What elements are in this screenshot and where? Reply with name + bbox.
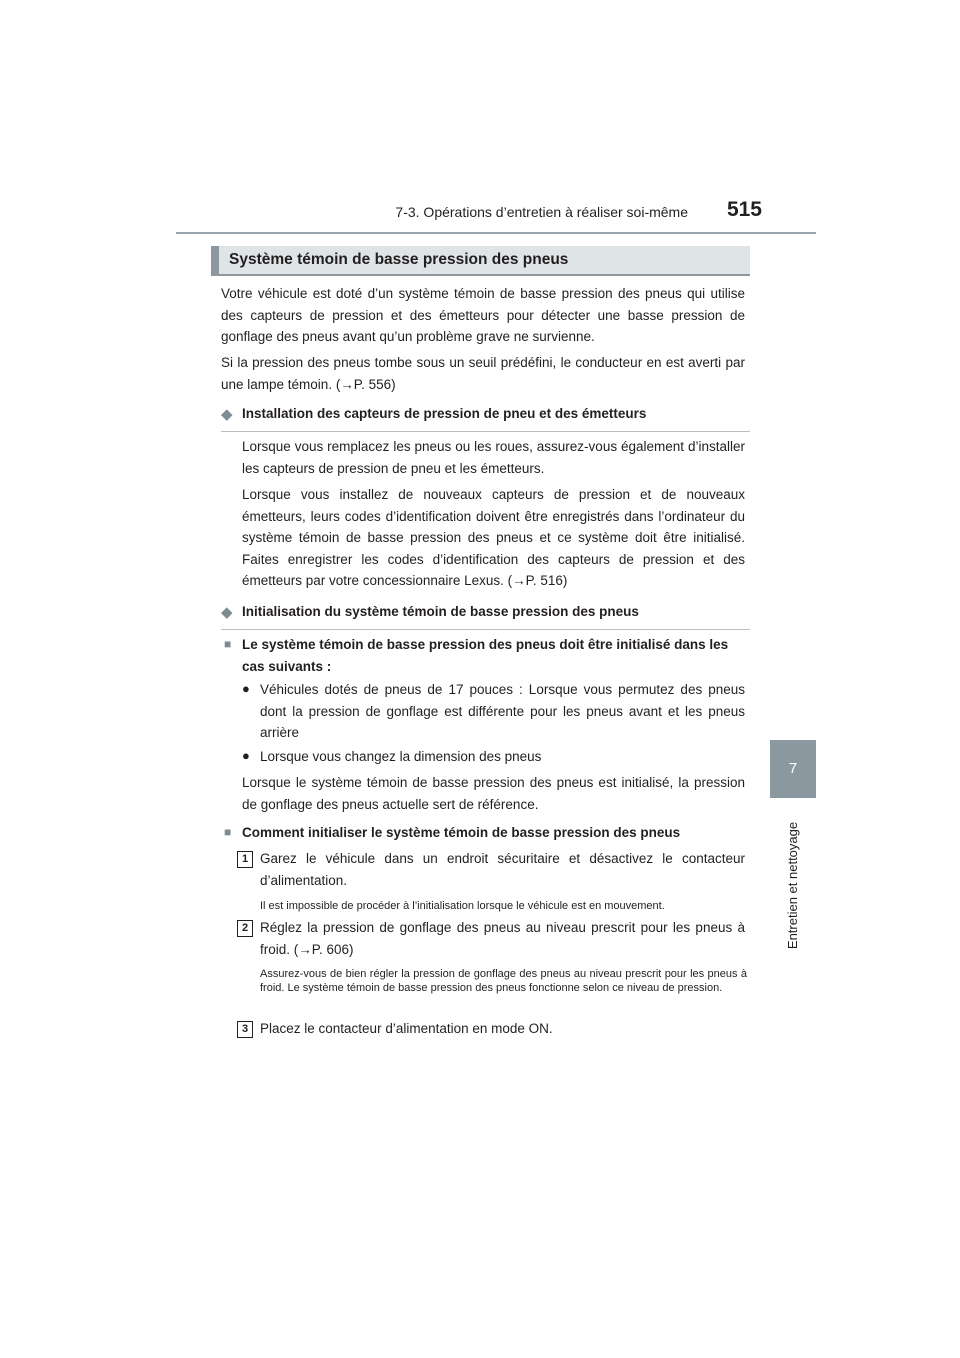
init-when-title: Le système témoin de basse pression des pneus doit être initialisé dans les cas suivants : (242, 637, 729, 674)
step-1-number: 1 (237, 851, 253, 868)
step-3-text: Placez le contacteur d’alimentation en mode ON. (260, 1021, 553, 1036)
init-bullet-1: Véhicules dotés de pneus de 17 pouces : Lorsque vous permutez des pneus dont la pression de gonflage est différente pour les pneus avant et les pneus arrière (260, 682, 745, 740)
diamond-icon: ◆ (221, 604, 233, 621)
section-title: Système témoin de basse pression des pneus (229, 251, 569, 268)
install-paragraph-2: Lorsque vous installez de nouveaux capteurs de pression et de nouveaux émetteurs, leurs codes d’identification doivent être enregistrés dans l’ordinateur du système témoin de basse pression des pneus et ce système doit être initialisé. Faites enregistrer les codes d’identification des capteurs de pression et des émetteurs par votre concessionnaire Lexus. (→P. 516) (242, 487, 745, 588)
step-2-number: 2 (237, 920, 253, 937)
install-paragraph-1: Lorsque vous remplacez les pneus ou les roues, assurez-vous également d’installer les capteurs de pression de pneu et les émetteurs. (242, 439, 745, 476)
diamond-icon: ◆ (221, 406, 233, 423)
step-1-note: Il est impossible de procéder à l’initialisation lorsque le véhicule est en mouvement. (260, 900, 665, 912)
square-bullet-icon: ■ (224, 825, 232, 839)
section-underline (211, 274, 750, 276)
sub-header-init-title: Initialisation du système témoin de basse pression des pneus (242, 604, 639, 619)
init-how-title: Comment initialiser le système témoin de basse pression des pneus (242, 825, 681, 840)
header-rule (176, 232, 816, 234)
intro-paragraph-2: Si la pression des pneus tombe sous un seuil prédéfini, le conducteur en est averti par une lampe témoin. (→P. 556) (221, 355, 745, 392)
page-number: 515 (726, 198, 762, 221)
round-bullet-icon: ● (242, 748, 250, 763)
sub-header-init (221, 603, 750, 630)
sub-header-install-title: Installation des capteurs de pression de pneu et des émetteurs (242, 406, 647, 421)
step-2-note: Assurez-vous de bien régler la pression de gonflage des pneus au niveau prescrit pour les pneus à froid. Le système témoin de basse pression des pneus fonctionne selon ce niveau de pression. (260, 968, 747, 994)
chapter-label (770, 800, 816, 970)
init-reference-text: Lorsque le système témoin de basse pression des pneus est initialisé, la pression de gonflage des pneus actuelle sert de référence. (242, 775, 745, 812)
step-3-number: 3 (237, 1021, 253, 1038)
step-1-text: Garez le véhicule dans un endroit sécuritaire et désactivez le contacteur d’alimentation. (260, 851, 745, 888)
header-section-title: 7-3. Opérations d’entretien à réaliser soi-même (395, 204, 688, 220)
section-header (211, 246, 750, 274)
step-2-text: Réglez la pression de gonflage des pneus au niveau prescrit pour les pneus à froid. (→P. 606) (260, 920, 745, 957)
chapter-label-text: Entretien et nettoyage (785, 821, 801, 949)
round-bullet-icon: ● (242, 681, 250, 696)
intro-paragraph-1: Votre véhicule est doté d’un système témoin de basse pression des pneus qui utilise des capteurs de pression et des émetteurs pour détecter une basse pression de gonflage des pneus avant qu’un problème grave ne survienne. (221, 286, 745, 344)
init-bullet-2: Lorsque vous changez la dimension des pneus (260, 749, 542, 764)
square-bullet-icon: ■ (224, 637, 232, 651)
sub-header-install (221, 405, 750, 432)
chapter-tab: 7 (770, 740, 816, 798)
